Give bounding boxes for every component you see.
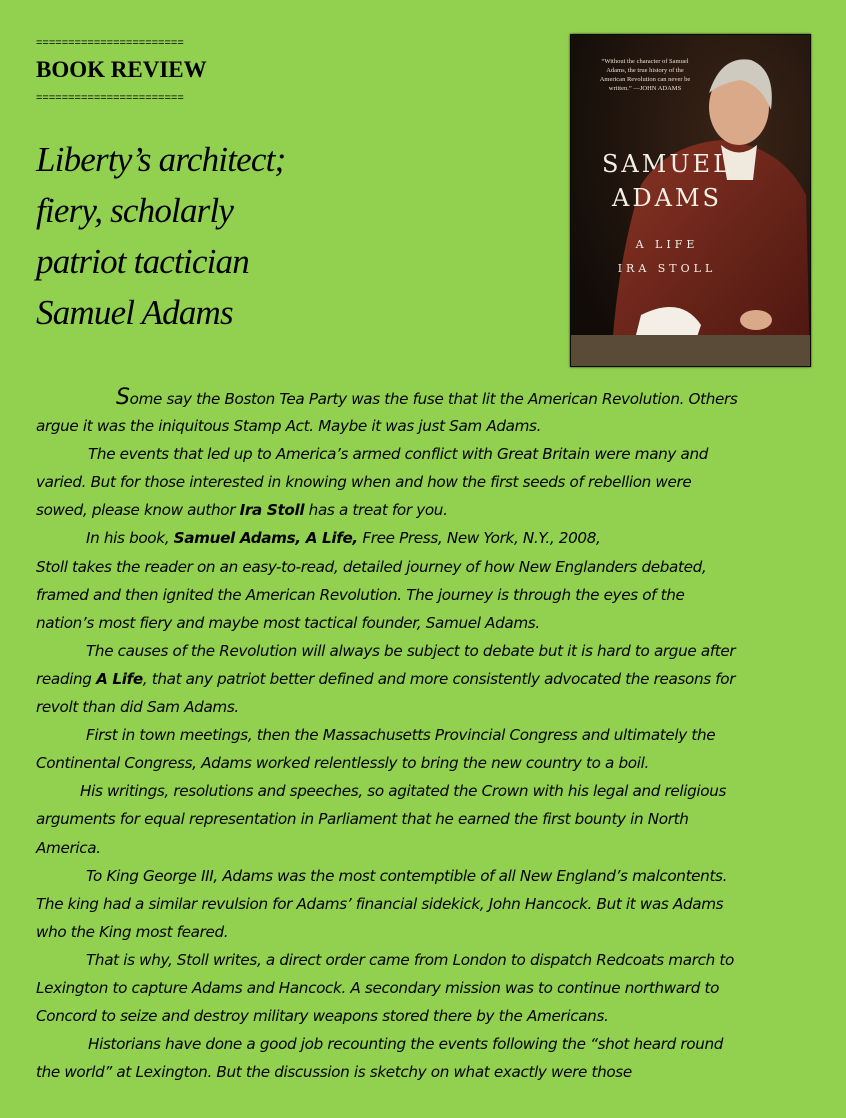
text-line: Concord to seize and destroy military weapons stored there by the Americans. bbox=[36, 1007, 609, 1026]
text-line: varied. But for those interested in knowing when and how the first seeds of rebellion were bbox=[36, 473, 692, 492]
text-line bbox=[36, 384, 816, 412]
text-span: reading bbox=[36, 669, 97, 688]
rule-bottom: ======================= bbox=[36, 92, 184, 104]
section-label: BOOK REVIEW bbox=[36, 57, 207, 82]
cover-title-line: SAMUEL bbox=[601, 150, 733, 178]
text-span: ome say the Boston Tea Party was the fuse that lit the American Revolution. Others bbox=[129, 390, 738, 408]
text-span: Free Press, New York, N.Y., 2008, bbox=[357, 529, 601, 548]
text-span: has a treat for you. bbox=[304, 501, 448, 520]
rule-top: ======================= bbox=[36, 37, 184, 49]
cover-quote: “Without the character of Samuel Adams, the true history of the American Revolution can never be written.” —JOHN ADAMS bbox=[599, 58, 691, 92]
text-span: In his book, bbox=[86, 529, 174, 548]
text-line: His writings, resolutions and speeches, so agitated the Crown with his legal and religious bbox=[80, 782, 727, 801]
text-line: who the King most feared. bbox=[36, 922, 229, 941]
text-line bbox=[36, 496, 816, 524]
cover-title-line: ADAMS bbox=[612, 184, 722, 212]
text-line: framed and then ignited the American Revolution. The journey is through the eyes of the bbox=[36, 585, 685, 604]
text-line: the world” at Lexington. But the discussion is sketchy on what exactly were those bbox=[36, 1063, 632, 1082]
text-line bbox=[36, 524, 816, 552]
text-span: , that any patriot better defined and more consistently advocated the reasons for bbox=[142, 669, 736, 688]
headline-line: fiery, scholarly bbox=[36, 191, 234, 230]
text-line: To King George III, Adams was the most contemptible of all New England’s malcontents. bbox=[86, 866, 728, 885]
article-body bbox=[36, 384, 816, 1086]
text-line: That is why, Stoll writes, a direct order came from London to dispatch Redcoats march to bbox=[86, 950, 734, 969]
drop-cap: S bbox=[116, 385, 130, 410]
text-line: America. bbox=[36, 838, 101, 857]
book-title: A Life bbox=[96, 669, 143, 688]
cover-subtitle bbox=[579, 233, 755, 281]
book-cover-image bbox=[570, 34, 811, 367]
text-line: The events that led up to America’s armed conflict with Great Britain were many and bbox=[88, 445, 709, 464]
cover-subtitle-text: A LIFE bbox=[635, 238, 699, 251]
text-line: nation’s most fiery and maybe most tactical founder, Samuel Adams. bbox=[36, 613, 540, 632]
text-line bbox=[36, 665, 816, 693]
text-line: First in town meetings, then the Massachusetts Provincial Congress and ultimately the bbox=[86, 726, 716, 745]
text-line: Historians have done a good job recounting the events following the “shot heard round bbox=[88, 1035, 724, 1054]
headline-line: Liberty’s architect; bbox=[36, 140, 286, 179]
author-name: Ira Stoll bbox=[239, 501, 305, 520]
text-line: revolt than did Sam Adams. bbox=[36, 698, 239, 717]
text-line: arguments for equal representation in Parliament that he earned the first bounty in North bbox=[36, 810, 689, 829]
headline-line: Samuel Adams bbox=[36, 293, 233, 332]
cover-title bbox=[579, 147, 755, 215]
book-title: Samuel Adams, A Life, bbox=[173, 529, 358, 548]
headline-line: patriot tactician bbox=[36, 242, 249, 281]
text-line: Lexington to capture Adams and Hancock. A secondary mission was to continue northward to bbox=[36, 978, 720, 997]
text-span: sowed, please know author bbox=[36, 501, 240, 520]
cover-author: IRA STOLL bbox=[617, 262, 717, 275]
text-line: Stoll takes the reader on an easy-to-read, detailed journey of how New Englanders debated, bbox=[36, 557, 707, 576]
headline bbox=[36, 134, 366, 338]
text-line: Continental Congress, Adams worked relentlessly to bring the new country to a boil. bbox=[36, 754, 649, 773]
text-line: argue it was the iniquitous Stamp Act. Maybe it was just Sam Adams. bbox=[36, 417, 542, 436]
text-line: The causes of the Revolution will always be subject to debate but it is hard to argue after bbox=[86, 641, 736, 660]
text-line: The king had a similar revulsion for Adams’ financial sidekick, John Hancock. But it was Adams bbox=[36, 894, 724, 913]
